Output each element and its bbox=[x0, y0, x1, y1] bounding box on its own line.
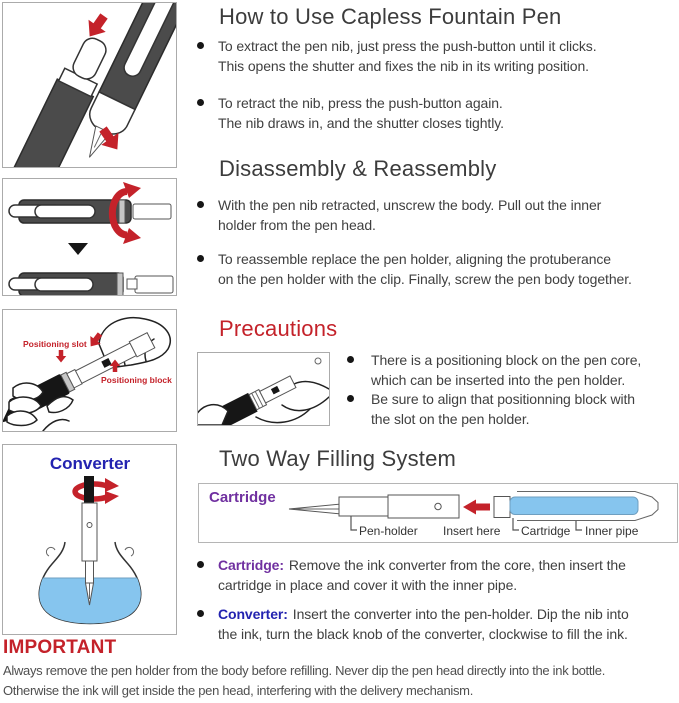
bullet-line: The nib draws in, and the shutter closes tightly. bbox=[218, 115, 504, 131]
important-title: IMPORTANT bbox=[3, 637, 117, 658]
bullet-dot bbox=[347, 356, 354, 363]
bottle-curl bbox=[46, 547, 55, 556]
bullet-item bbox=[197, 555, 626, 595]
bullet-line: To retract the nib, press the push-button again. bbox=[218, 95, 503, 111]
pen-assembled-graphic bbox=[9, 200, 171, 223]
bullet-dot bbox=[347, 395, 354, 402]
insert-here-label: Insert here bbox=[443, 524, 501, 538]
bullet-item bbox=[197, 93, 504, 133]
bullet-line bbox=[218, 604, 629, 624]
insertion-mini-illustration bbox=[197, 352, 330, 426]
bullet-item bbox=[197, 604, 629, 644]
section1-title: How to Use Capless Fountain Pen bbox=[219, 4, 562, 29]
press-button-illustration bbox=[2, 2, 177, 168]
pen-unscrewed-graphic bbox=[9, 273, 173, 295]
cartridge-graphic bbox=[494, 492, 658, 521]
positioning-block-label: Positioning block bbox=[101, 375, 172, 385]
bullet-item bbox=[347, 389, 635, 429]
down-triangle-icon bbox=[68, 243, 88, 255]
bullet-dot bbox=[197, 610, 204, 617]
bullet-item bbox=[197, 249, 632, 289]
finger-graphic bbox=[7, 411, 37, 425]
wrist-line bbox=[43, 419, 69, 431]
positioning-slot-label: Positioning slot bbox=[23, 339, 87, 349]
bullet-line: To reassemble replace the pen holder, aligning the protuberance bbox=[218, 251, 611, 267]
converter-drawing bbox=[3, 445, 176, 634]
bullet-line: To extract the pen nib, just press the push-button until it clicks. bbox=[218, 38, 597, 54]
unscrew-drawing bbox=[3, 179, 176, 295]
label-connector bbox=[351, 516, 357, 530]
bullet-line: which can be inserted into the pen holder. bbox=[371, 372, 626, 388]
converter-title: Converter bbox=[49, 454, 131, 473]
pen-holder-graphic bbox=[289, 495, 459, 518]
bullet-text: Insert the converter into the pen-holder. Dip the nib into bbox=[292, 606, 629, 622]
press-button-drawing bbox=[3, 3, 176, 167]
section4-title: Two Way Filling System bbox=[219, 446, 457, 471]
insertion-drawing bbox=[198, 353, 329, 425]
bullet-line: Be sure to align that positionning block with bbox=[371, 391, 635, 407]
bullet-line: With the pen nib retracted, unscrew the body. Pull out the inner bbox=[218, 197, 602, 213]
insert-arrow-icon bbox=[463, 500, 490, 515]
converter-term: Converter: bbox=[218, 606, 288, 622]
bullet-line: the ink, turn the black knob of the converter, clockwise to fill the ink. bbox=[218, 626, 628, 642]
pen-holder-label: Pen-holder bbox=[359, 524, 418, 538]
bullet-dot bbox=[197, 561, 204, 568]
bullet-dot bbox=[197, 201, 204, 208]
bullet-dot bbox=[197, 255, 204, 262]
bullet-text: Remove the ink converter from the core, then insert the bbox=[288, 557, 626, 573]
rotate-arrow-icon bbox=[75, 478, 119, 504]
section3-title: Precautions bbox=[219, 316, 338, 341]
press-arrow-icon bbox=[81, 10, 113, 43]
bullet-item bbox=[347, 350, 641, 390]
section2-title: Disassembly & Reassembly bbox=[219, 156, 497, 181]
label-connector bbox=[576, 521, 582, 530]
bullet-line: cartridge in place and cover it with the inner pipe. bbox=[218, 577, 518, 593]
positioning-illustration bbox=[2, 309, 177, 432]
bullet-line: on the pen holder with the clip. Finally, screw the pen body together. bbox=[218, 271, 632, 287]
label-connector bbox=[513, 518, 519, 530]
important-line: Always remove the pen holder from the body before refilling. Never dip the pen head directly into the ink bottle. bbox=[3, 663, 606, 678]
bullet-item bbox=[197, 36, 597, 76]
thumb-graphic bbox=[198, 405, 228, 425]
cartridge-diagram-title: Cartridge bbox=[209, 489, 276, 506]
bullet-dot bbox=[197, 42, 204, 49]
bullet-line: holder from the pen head. bbox=[218, 217, 376, 233]
button-detail bbox=[315, 358, 321, 364]
unscrew-illustration bbox=[2, 178, 177, 296]
cartridge-term: Cartridge: bbox=[218, 557, 284, 573]
bullet-line: the slot on the pen holder. bbox=[371, 411, 530, 427]
cartridge-diagram bbox=[198, 483, 678, 543]
bullet-line bbox=[218, 555, 626, 575]
bullet-line: This opens the shutter and fixes the nib in its writing position. bbox=[218, 58, 589, 74]
inner-pipe-label: Inner pipe bbox=[585, 524, 639, 538]
important-line: Otherwise the ink will get inside the pen head, interfering with the delivery mechanism. bbox=[3, 683, 474, 698]
bullet-line: There is a positioning block on the pen core, bbox=[371, 352, 642, 368]
converter-illustration bbox=[2, 444, 177, 635]
slot-arrow-icon bbox=[56, 350, 67, 363]
cartridge-label: Cartridge bbox=[521, 524, 571, 538]
finger-line bbox=[282, 397, 329, 411]
bullet-dot bbox=[197, 99, 204, 106]
bottle-curl bbox=[125, 547, 134, 556]
positioning-drawing bbox=[3, 310, 176, 431]
bullet-item bbox=[197, 195, 601, 235]
